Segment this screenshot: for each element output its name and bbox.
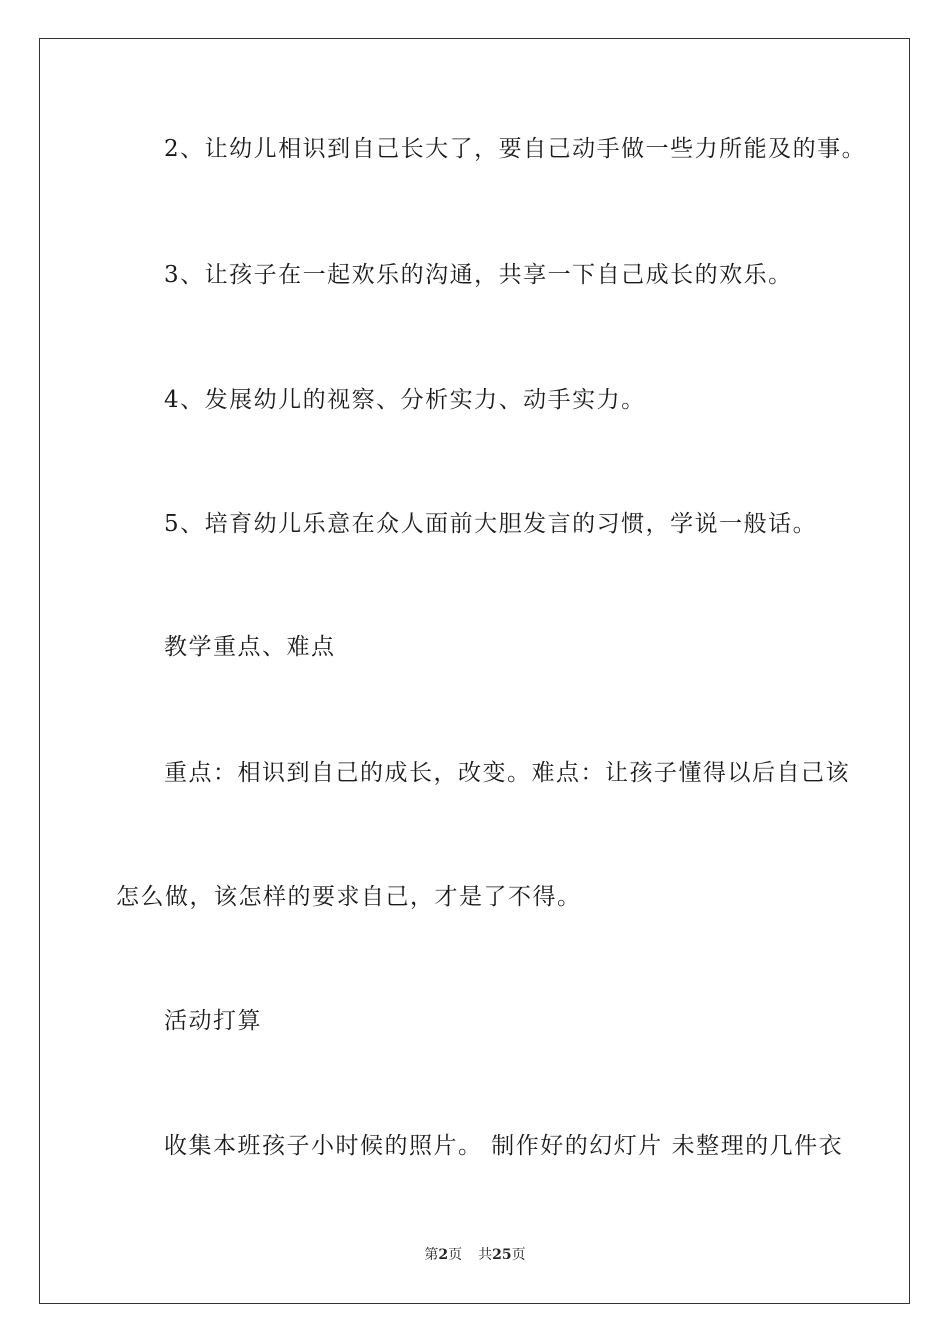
- footer-page-suffix: 页: [448, 1247, 463, 1263]
- section-heading-activity-plan: 活动打算: [164, 1008, 262, 1034]
- paragraph-goal-5: 5、培育幼儿乐意在众人面前大胆发言的习惯，学说一般话。: [164, 511, 818, 537]
- section-heading-key-points: 教学重点、难点: [164, 634, 336, 660]
- paragraph-goal-3: 3、让孩子在一起欢乐的沟通，共享一下自己成长的欢乐。: [164, 262, 793, 288]
- page-border: [39, 38, 910, 1304]
- paragraph-goal-2: 2、让幼儿相识到自己长大了，要自己动手做一些力所能及的事。: [164, 136, 867, 162]
- paragraph-key-points: 重点：相识到自己的成长，改变。难点：让孩子懂得以后自己该: [164, 760, 850, 786]
- footer-total-prefix: 共: [478, 1247, 493, 1263]
- paragraph-key-points-continued: 怎么做，该怎样的要求自己，才是了不得。: [116, 884, 582, 910]
- paragraph-goal-4: 4、发展幼儿的视察、分析实力、动手实力。: [164, 387, 646, 413]
- page-footer: [0, 1246, 950, 1264]
- paragraph-activity-plan: 收集本班孩子小时候的照片。 制作好的幻灯片 未整理的几件衣: [164, 1133, 844, 1159]
- footer-page-prefix: 第: [424, 1247, 439, 1263]
- footer-page-number: 2: [438, 1247, 449, 1263]
- footer-total-suffix: 页: [511, 1247, 526, 1263]
- footer-total-pages: 25: [492, 1247, 512, 1263]
